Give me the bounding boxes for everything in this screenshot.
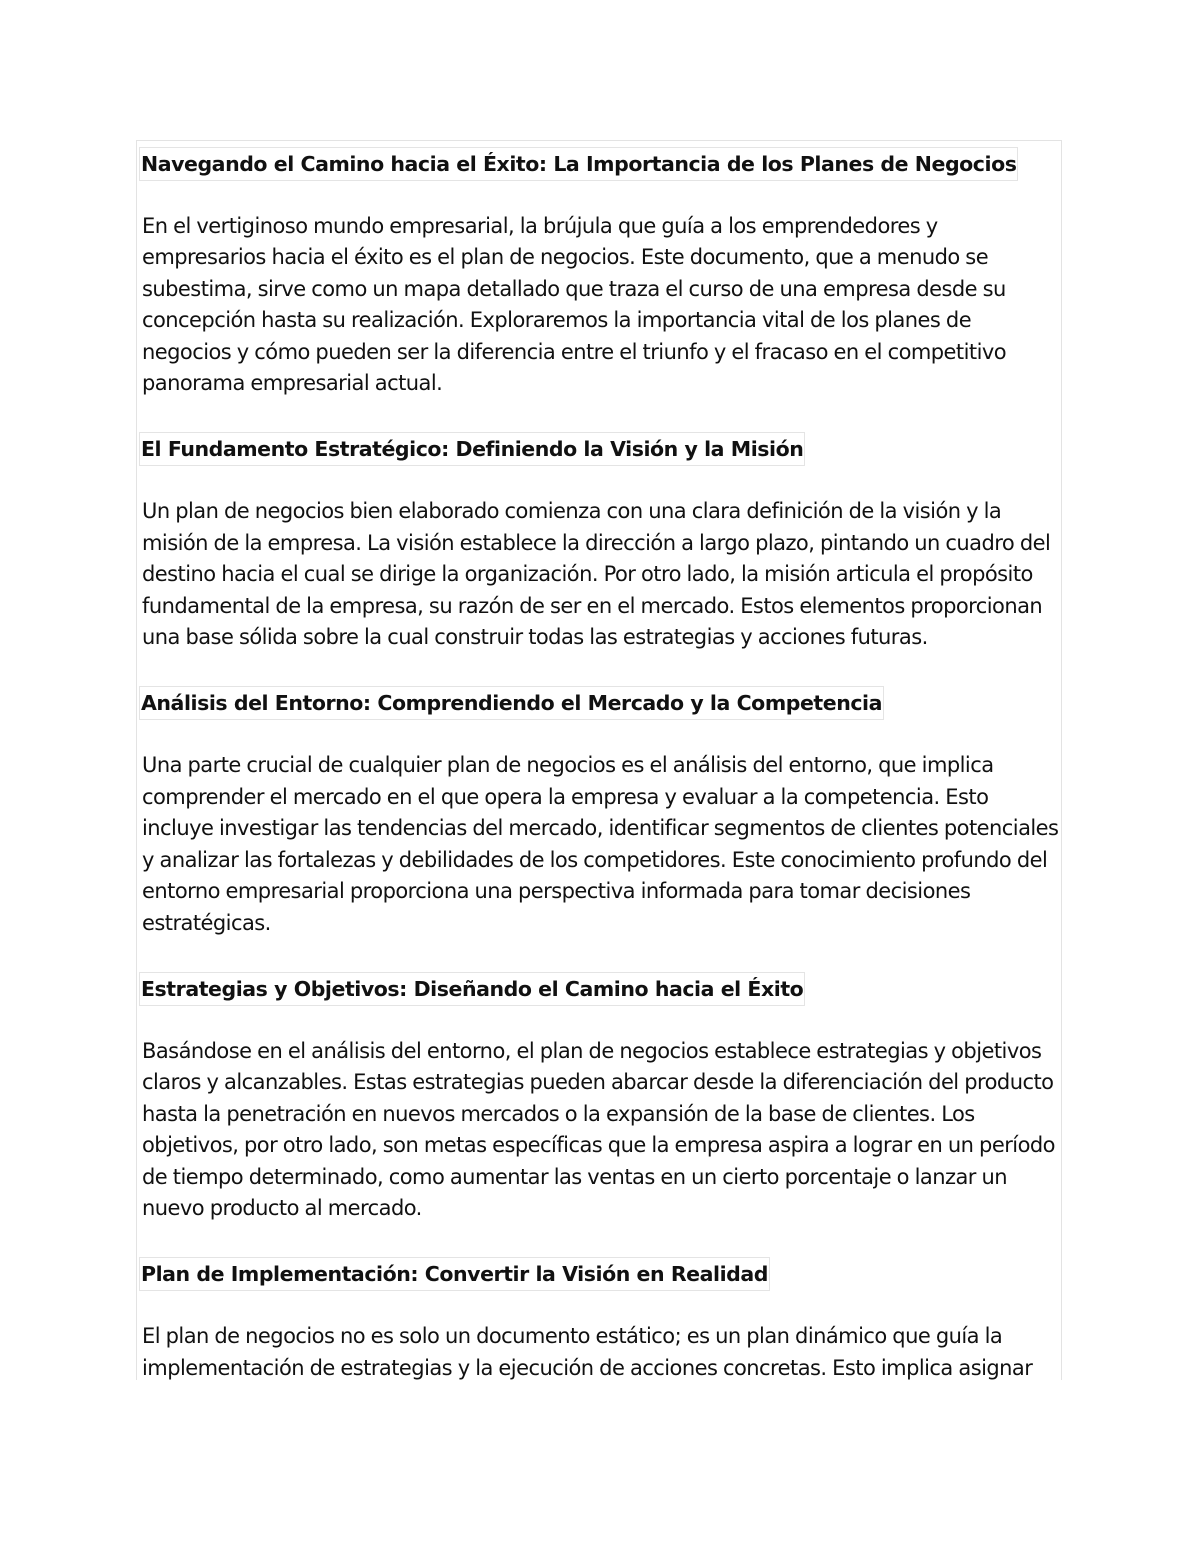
section-heading-3: Análisis del Entorno: Comprendiendo el Mercado y la Competencia: [139, 686, 884, 720]
section-paragraph-5: El plan de negocios no es solo un documento estático; es un plan dinámico que guía la implementación de estrategias y la ejecución de acciones concretas. Esto implica asignar: [142, 1324, 1033, 1380]
section-heading-2: El Fundamento Estratégico: Definiendo la Visión y la Misión: [139, 432, 805, 466]
document-content-frame: [136, 140, 1062, 1380]
section-paragraph-3: Una parte crucial de cualquier plan de negocios es el análisis del entorno, que implica comprender el mercado en el que opera la empresa y evaluar a la competencia. Esto incluye investigar las tendencias del mercado, identificar segmentos de clientes potenciales y analizar las fortalezas y debilidades de los competidores. Este conocimiento profundo del entorno empresarial proporciona una perspectiva informada para tomar decisiones estratégicas.: [142, 753, 1059, 935]
section-paragraph-2: Un plan de negocios bien elaborado comienza con una clara definición de la visión y la misión de la empresa. La visión establece la dirección a largo plazo, pintando un cuadro del destino hacia el cual se dirige la organización. Por otro lado, la misión articula el propósito fundamental de la empresa, su razón de ser en el mercado. Estos elementos proporcionan una base sólida sobre la cual construir todas las estrategias y acciones futuras.: [142, 499, 1051, 650]
section-paragraph-4: Basándose en el análisis del entorno, el plan de negocios establece estrategias y objetivos claros y alcanzables. Estas estrategias pueden abarcar desde la diferenciación del producto hasta la penetración en nuevos mercados o la expansión de la base de clientes. Los objetivos, por otro lado, son metas específicas que la empresa aspira a lograr en un período de tiempo determinado, como aumentar las ventas en un cierto porcentaje o lanzar un nuevo producto al mercado.: [142, 1038, 1055, 1220]
section-heading-5: Plan de Implementación: Convertir la Visión en Realidad: [139, 1257, 770, 1291]
section-paragraph-1: En el vertiginoso mundo empresarial, la brújula que guía a los emprendedores y empresarios hacia el éxito es el plan de negocios. Este documento, que a menudo se subestima, sirve como un mapa detallado que traza el curso de una empresa desde su concepción hasta su realización. Exploraremos la importancia vital de los planes de negocios y cómo pueden ser la diferencia entre el triunfo y el fracaso en el competitivo panorama empresarial actual.: [142, 214, 1007, 396]
section-heading-1: Navegando el Camino hacia el Éxito: La Importancia de los Planes de Negocios: [139, 147, 1018, 181]
document-content: [142, 141, 1060, 1380]
section-heading-4: Estrategias y Objetivos: Diseñando el Camino hacia el Éxito: [139, 972, 805, 1006]
